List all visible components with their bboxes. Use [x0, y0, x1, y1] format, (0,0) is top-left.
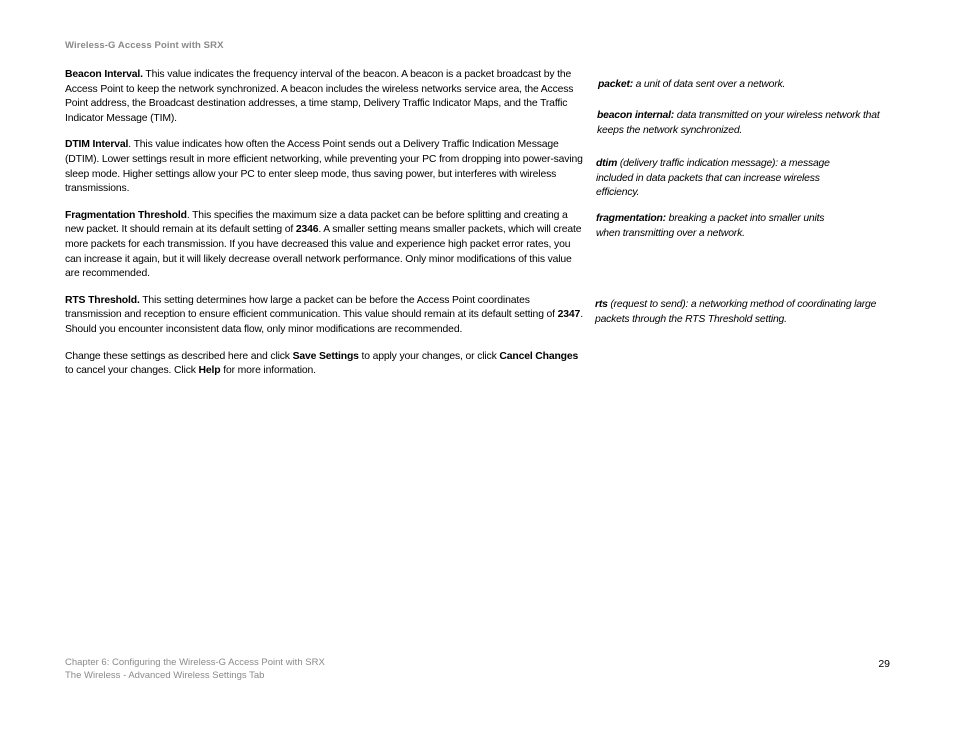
glossary-definition: a unit of data sent over a network.: [632, 79, 786, 90]
fragmentation-threshold-paragraph: [65, 209, 587, 282]
rts-threshold-paragraph: [65, 294, 587, 338]
change-text-4: for more information.: [220, 365, 316, 377]
fragmentation-text-2: . A smaller setting means smaller packets, which will create more packets for each transmission. If you have decreased this value and experience high packet error rates, you can increase it again, but it will likely decrease overall network performance. Only minor modifications of this value are recommended.: [65, 224, 582, 280]
glossary-term: beacon internal:: [597, 110, 675, 121]
fragmentation-text-1: . This specifies the maximum size a data packet can be before splitting and creating a new packet. It should remain at its default setting of: [65, 209, 568, 236]
dtim-interval-text: . This value indicates how often the Access Point sends out a Delivery Traffic Indication Message (DTIM). Lower settings result in more efficient networking, while preventing your PC from dropping into power-saving sleep mode. Higher settings allow your PC to enter sleep mode, thus saving power, but interferes with wireless transmissions.: [65, 139, 583, 195]
fragmentation-default-value: 2346: [295, 224, 319, 236]
save-settings-label: Save Settings: [292, 350, 359, 362]
glossary-definition: breaking a packet into smaller units when transmitting over a network.: [596, 213, 825, 239]
footer: [65, 657, 325, 682]
rts-threshold-term: RTS Threshold.: [65, 294, 140, 306]
main-column: [65, 68, 587, 379]
glossary-entry-packet: [598, 78, 888, 93]
glossary-entry-dtim: [596, 157, 846, 201]
dtim-interval-term: DTIM Interval: [65, 139, 129, 151]
change-settings-paragraph: [65, 350, 587, 379]
page-number: 29: [878, 658, 890, 670]
beacon-interval-term: Beacon Interval.: [65, 69, 143, 80]
footer-chapter: Chapter 6: Configuring the Wireless-G Access Point with SRX: [65, 657, 325, 668]
glossary-entry-rts: [595, 298, 885, 327]
rts-text-1: This setting determines how large a packet can be before the Access Point coordinates transmission and reception to ensure efficient communication. This value should remain at its default setting of: [65, 294, 558, 321]
dtim-interval-paragraph: [65, 138, 587, 196]
cancel-changes-label: Cancel Changes: [499, 350, 579, 362]
change-text-2: to apply your changes, or click: [358, 350, 500, 362]
beacon-interval-text: This value indicates the frequency interval of the beacon. A beacon is a packet broadcast by the Access Point to keep the network synchronized. A beacon includes the wireless networks service area, the Access Point address, the Broadcast destination addresses, a time stamp, Delivery Traffic Indicator Maps, and the Traffic Indicator Message (TIM).: [65, 69, 574, 124]
glossary-definition: (request to send): a networking method of coordinating large packets through the RTS Threshold setting.: [595, 299, 877, 325]
footer-section: The Wireless - Advanced Wireless Settings Tab: [65, 669, 265, 681]
change-text-3: to cancel your changes. Click: [65, 365, 199, 377]
glossary-entry-beacon-internal: [597, 109, 887, 138]
glossary-term: fragmentation:: [596, 213, 666, 224]
glossary-term: rts: [595, 299, 608, 310]
rts-text-2: . Should you encounter inconsistent data flow, only minor modifications are recommended.: [65, 309, 583, 335]
beacon-interval-paragraph: [65, 68, 587, 126]
glossary-term: packet:: [598, 79, 633, 90]
help-label: Help: [198, 365, 221, 377]
glossary-definition: (delivery traffic indication message): a message included in data packets that can increase wireless efficiency.: [596, 158, 830, 199]
change-text-1: Change these settings as described here and click: [65, 350, 293, 362]
glossary-entry-fragmentation: [596, 212, 846, 241]
glossary-term: dtim: [596, 158, 618, 169]
running-header: Wireless-G Access Point with SRX: [65, 40, 224, 51]
glossary-definition: data transmitted on your wireless network that keeps the network synchronized.: [597, 110, 880, 136]
fragmentation-threshold-term: Fragmentation Threshold: [65, 209, 187, 221]
rts-default-value: 2347: [557, 309, 581, 321]
